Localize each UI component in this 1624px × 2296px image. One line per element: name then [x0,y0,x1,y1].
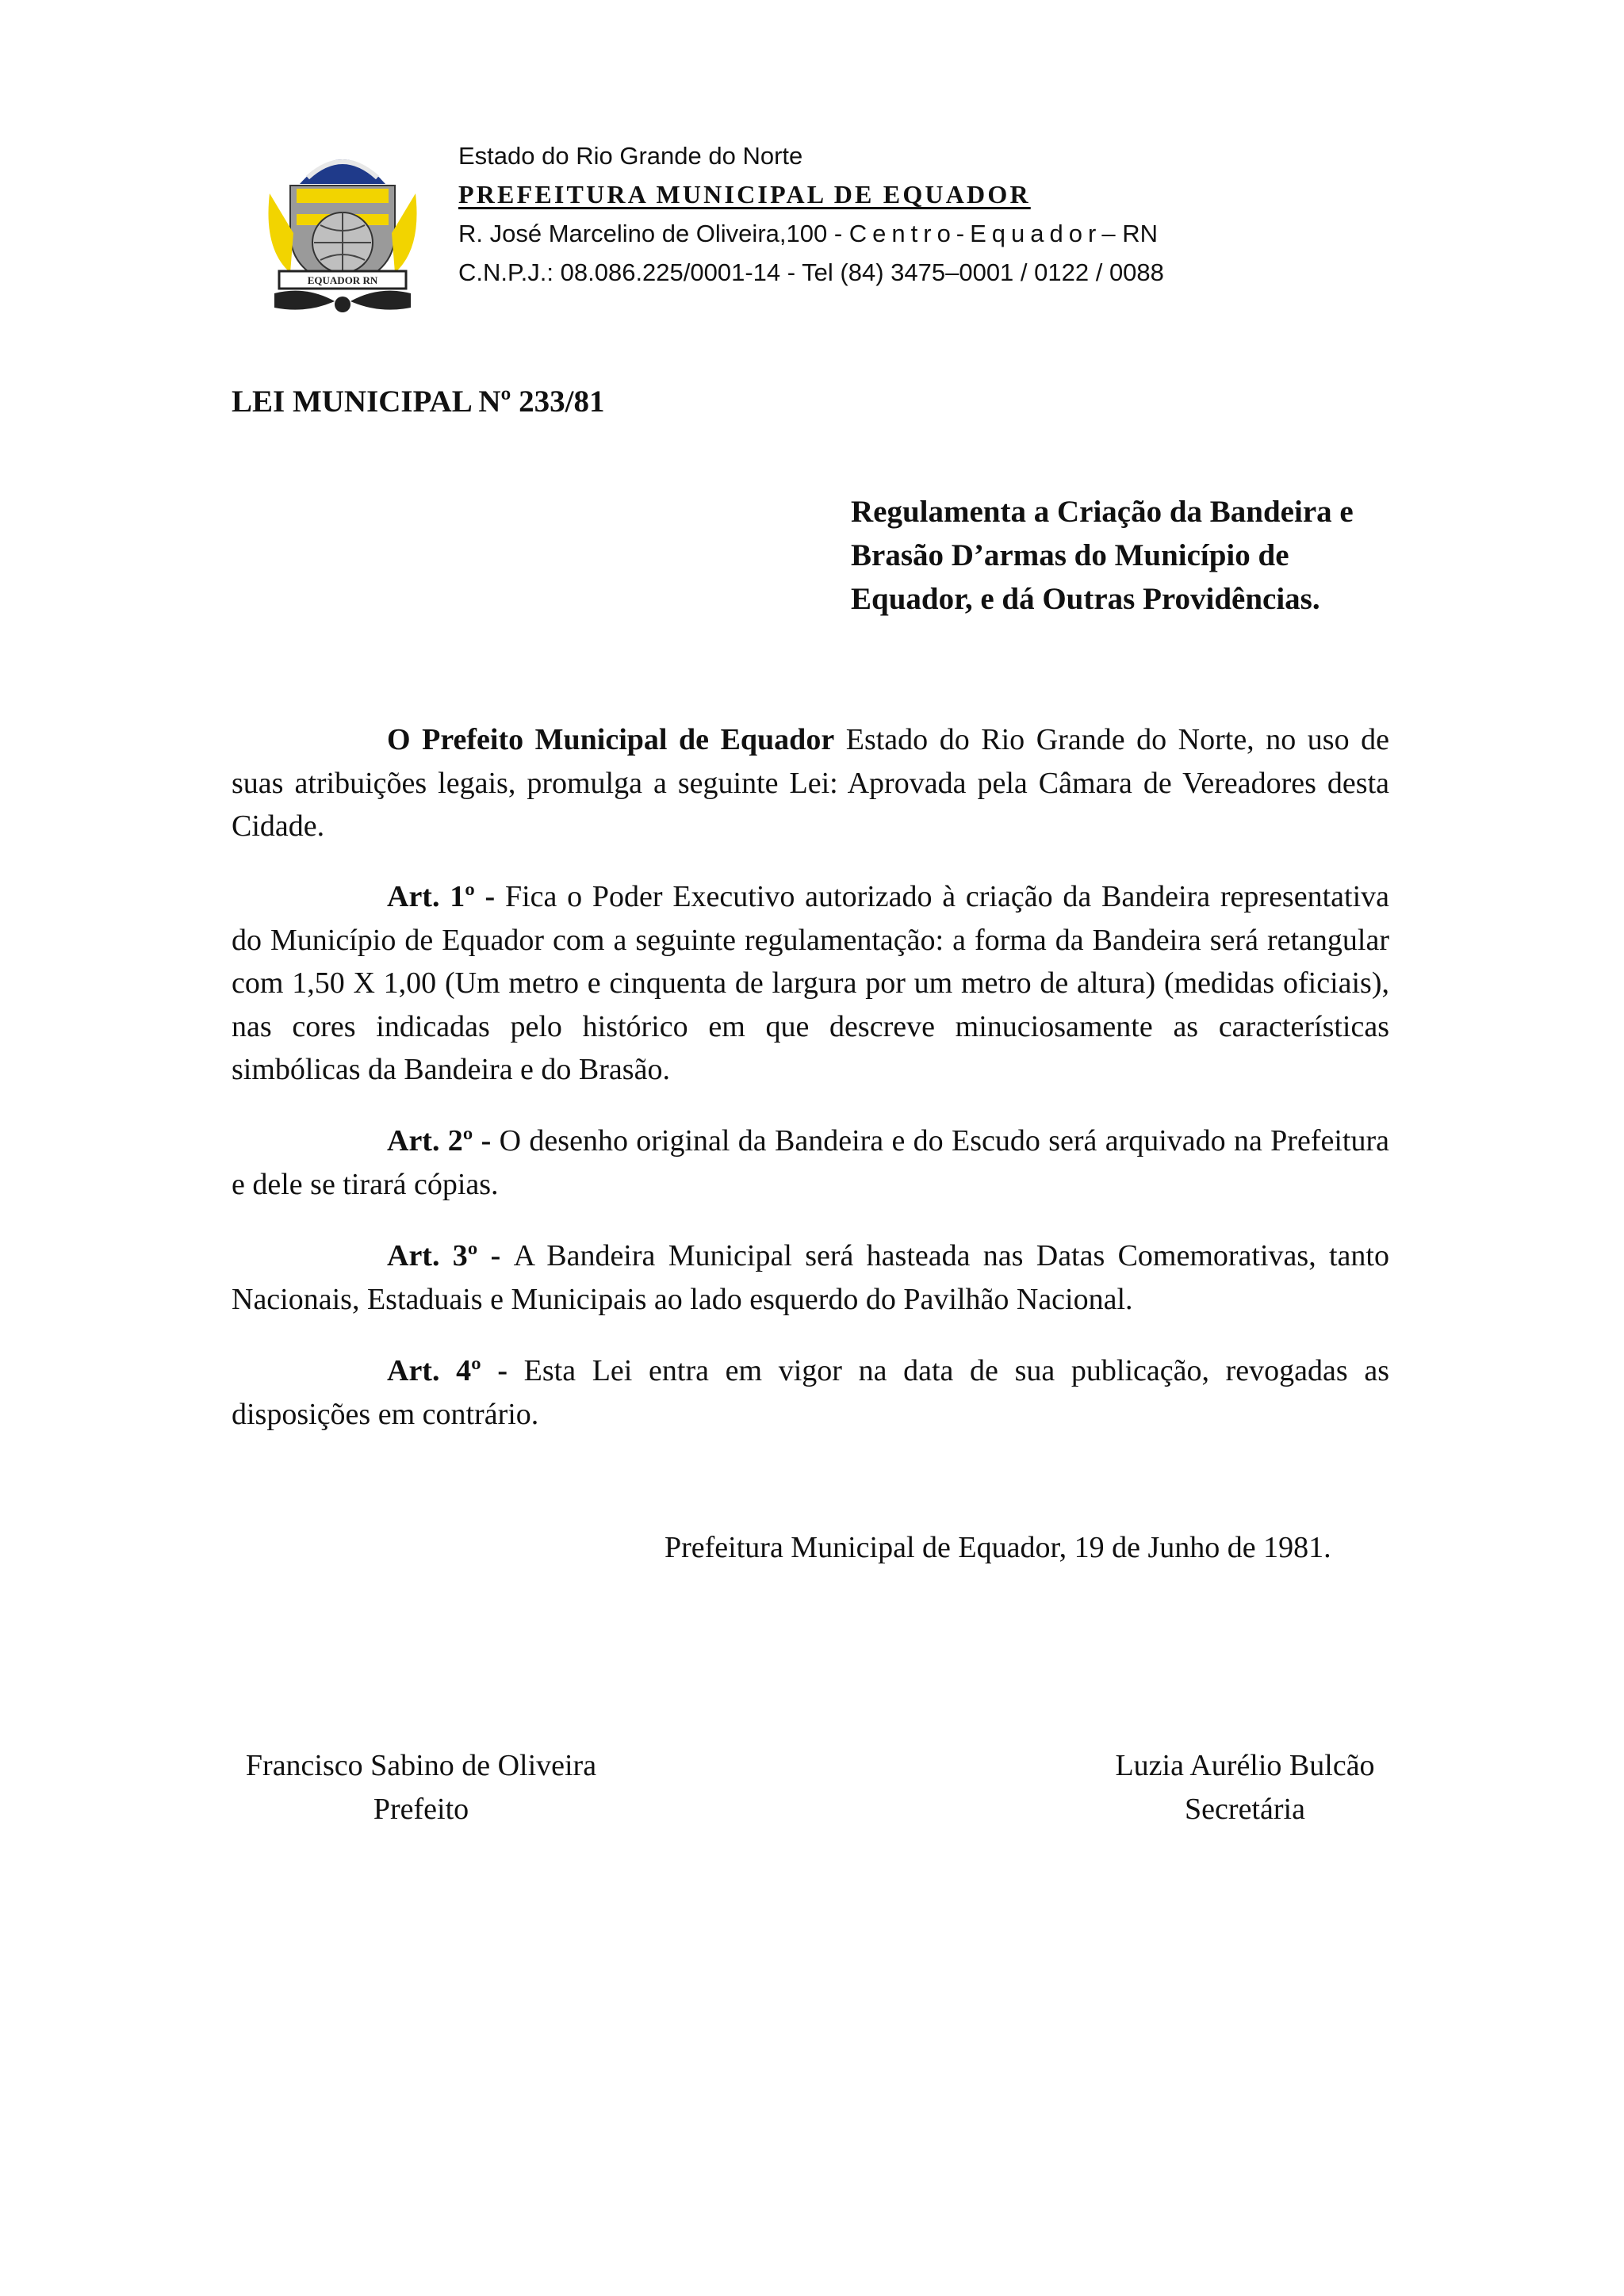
article-1 [232,875,1389,1092]
address-spaced: Centro-Equador [848,220,1102,247]
article-2 [232,1119,1389,1206]
article-label: Art. 3º - [387,1239,514,1272]
article-text: Esta Lei entra em vigor na data de sua publicação, revogadas as disposições em contrário. [232,1354,1389,1431]
signer-role: Secretária [1185,1793,1305,1826]
intro-paragraph [232,718,1389,848]
intro-text: Estado do Rio Grande do Norte, no uso de suas atribuições legais, promulga a seguinte Lei: Aprovada pela Câmara de Vereadores desta Cidade. [232,723,1389,843]
article-label: Art. 2º - [387,1124,500,1158]
article-3 [232,1234,1389,1321]
crest-banner-text: EQUADOR RN [307,274,378,286]
address-prefix: R. José Marcelino de Oliveira,100 - [458,220,849,247]
address-line [458,214,1164,253]
article-text: Fica o Poder Executivo autorizado à criação da Bandeira representativa do Município de Equador com a seguinte regulamentação: a forma da Bandeira será retangular com 1,50 X 1,00 (Um metro e cinquenta de largura por um metro de altura) (medidas oficiais), nas cores indicadas pelo histórico em que descreve minuciosamente as características simbólicas da Bandeira e do Brasão. [232,880,1389,1086]
prefeitura-name: PREFEITURA MUNICIPAL DE EQUADOR [458,180,1031,209]
article-text: A Bandeira Municipal será hasteada nas Datas Comemorativas, tanto Nacionais, Estaduais e Municipais ao lado esquerdo do Pavilhão Nacional. [232,1239,1389,1316]
ementa [851,490,1406,621]
signature-secretary [1102,1744,1388,1831]
dateline: Prefeitura Municipal de Equador, 19 de Junho de 1981. [665,1531,1331,1564]
ementa-line: Equador, e dá Outras Providências. [851,582,1320,616]
signer-name: Francisco Sabino de Oliveira [245,1749,597,1782]
signature-mayor [235,1744,607,1831]
law-title: LEI MUNICIPAL Nº 233/81 [232,385,605,419]
municipal-crest-icon [259,138,427,319]
signer-name: Luzia Aurélio Bulcão [1115,1749,1375,1782]
article-text: O desenho original da Bandeira e do Escudo será arquivado na Prefeitura e dele se tirará cópias. [232,1124,1389,1201]
article-label: Art. 1º - [387,880,505,913]
cnpj-phone-line: C.N.P.J.: 08.086.225/0001-14 - Tel (84) 3475–0001 / 0122 / 0088 [458,258,1164,286]
signer-role: Prefeito [373,1793,469,1826]
letterhead [458,136,1164,292]
intro-bold: O Prefeito Municipal de Equador [387,723,835,756]
ementa-line: Regulamenta a Criação da Bandeira e [851,495,1354,529]
address-suffix: – RN [1101,220,1158,247]
article-label: Art. 4º - [387,1354,524,1387]
ementa-line: Brasão D’armas do Município de [851,538,1289,572]
state-name: Estado do Rio Grande do Norte [458,142,803,170]
article-4 [232,1349,1389,1436]
